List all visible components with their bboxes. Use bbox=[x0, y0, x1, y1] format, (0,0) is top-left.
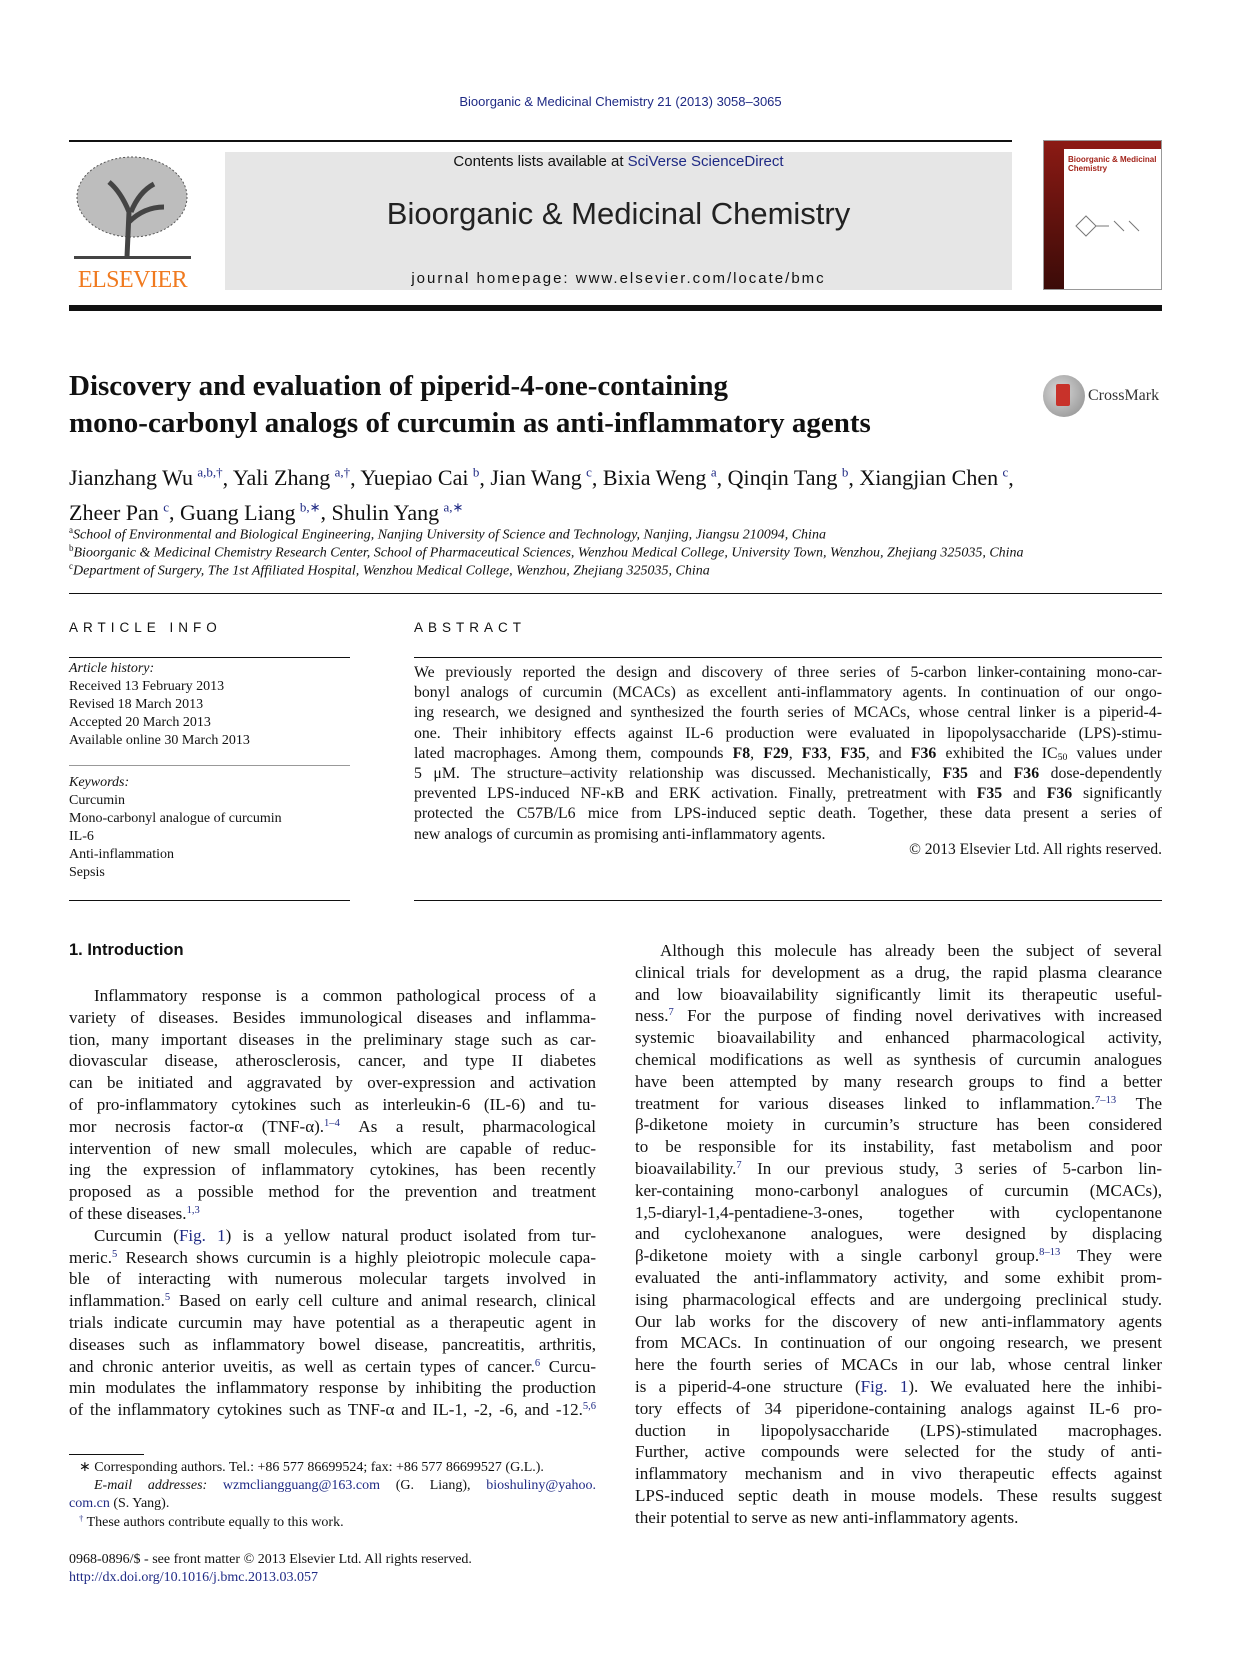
header-thick-rule bbox=[69, 305, 1162, 311]
author-affiliation-mark[interactable]: b,∗ bbox=[299, 499, 321, 515]
text-line: LPS-induced septic death in mouse models. These results suggest bbox=[635, 1486, 1162, 1505]
article-info-rule bbox=[69, 657, 350, 658]
text-line: bioavailability.$^7$ In our previous study, 3 series of 5-carbon lin- bbox=[635, 1159, 1162, 1178]
doi-link[interactable]: http://dx.doi.org/10.1016/j.bmc.2013.03.057 bbox=[69, 1570, 319, 1585]
text-line: is a piperid-4-one structure (Fig. 1). We evaluated here the inhibi- bbox=[635, 1377, 1162, 1396]
text-line: protected the C57B/L6 mice from LPS-induced septic death. Together, these data present a series of bbox=[414, 805, 1162, 823]
cover-band bbox=[1044, 141, 1064, 289]
author-affiliation-mark[interactable]: a,b,† bbox=[197, 465, 223, 480]
italic-label: E-mail addresses: bbox=[94, 1478, 208, 1494]
compound-label: F35 bbox=[840, 744, 866, 762]
author-affiliation-mark[interactable]: c bbox=[163, 499, 169, 515]
author-affiliation-mark[interactable]: a,∗ bbox=[443, 499, 464, 515]
molecule-icon bbox=[1074, 211, 1144, 241]
footnote-line: † These authors contribute equally to this work. bbox=[79, 1512, 344, 1530]
text-line: from MCACs. In continuation of our ongoing research, we present bbox=[635, 1333, 1162, 1353]
author: Jianzhang Wu $^{a,b,\dagger}$ bbox=[69, 465, 223, 491]
text-line: and cyclohexanone analogues, were designed by displacing bbox=[635, 1224, 1162, 1244]
text-line: β-diketone moiety with a single carbonyl group.$^{8-13}$ They were bbox=[635, 1246, 1162, 1266]
abstract-bottom-rule bbox=[414, 900, 1162, 901]
author: Yuepiao Cai $^b$ bbox=[360, 465, 480, 491]
keyword: Sepsis bbox=[69, 865, 105, 881]
title-line: mono-carbonyl analogs of curcumin as anti-inflammatory agents bbox=[69, 407, 871, 439]
text-line: to be responsible for its instability, fast metabolism and poor bbox=[635, 1137, 1162, 1157]
affiliation-text: Bioorganic & Medicinal Chemistry Research Center, School of Pharmaceutical Sciences, Wenzhou Medical College, University Town, Wenzhou, Zhejiang 325035, China bbox=[73, 545, 1024, 561]
text-line: Inflammatory response is a common pathological process of a bbox=[94, 986, 596, 1005]
contents-prefix: Contents lists available at bbox=[453, 153, 628, 170]
section-heading-introduction: 1. Introduction bbox=[69, 941, 184, 959]
text-line: proposed as a possible method for the prevention and treatment bbox=[69, 1182, 596, 1202]
reference-superscript[interactable]: 7–13 bbox=[1095, 1094, 1117, 1106]
compound-label: F29 bbox=[763, 744, 789, 762]
text-line: We previously reported the design and discovery of three series of 5-carbon linker-containing mono-car- bbox=[414, 664, 1162, 681]
text-line: meric.$^5$ Research shows curcumin is a highly pleiotropic molecule capa- bbox=[69, 1247, 596, 1267]
reference-superscript[interactable]: 6 bbox=[534, 1357, 541, 1369]
journal-homepage[interactable]: journal homepage: www.elsevier.com/locate/bmc bbox=[411, 270, 826, 287]
text-line: variety of diseases. Besides immunological diseases and inflamma- bbox=[69, 1007, 596, 1027]
history-label: Article history: bbox=[69, 661, 155, 676]
footnote-line: com.cn (S. Yang). bbox=[69, 1496, 170, 1512]
crossmark-button[interactable] bbox=[1043, 375, 1159, 417]
journal-citation[interactable]: Bioorganic & Medicinal Chemistry 21 (2013) 3058–3065 bbox=[459, 94, 782, 109]
text-line: duction in lipopolysaccharide (LPS)-stimulated macrophages. bbox=[635, 1420, 1162, 1440]
text-line: ble of interacting with numerous molecular targets involved in bbox=[69, 1269, 596, 1289]
text-line: inflammation.$^5$ Based on early cell culture and animal research, clinical bbox=[69, 1291, 596, 1311]
inline-link[interactable]: Fig. 1 bbox=[860, 1377, 909, 1396]
keywords-rule bbox=[69, 765, 350, 766]
text-line: here the fourth series of MCACs in our lab, whose central linker bbox=[635, 1355, 1162, 1375]
author-list: Jianzhang Wu $^{a,b,\dagger}$, Yali Zhang $^{a,\dagger}$, Yuepiao Cai $^b$, Jian Wang $^c$, Bixia Weng $^a$, Qinqin Tang $^b$, Xiangjian Chen $^c$, Zheer Pan $^c$, Guang Liang $^{b,∗}$, Shulin Yang $^{a,∗}$ bbox=[69, 465, 1014, 525]
compound-label: F33 bbox=[801, 744, 828, 762]
text-line: 5 μM. The structure–activity relationship was discussed. Mechanistically, F35 and F36 dose-dependently bbox=[414, 765, 1162, 782]
abstract-heading: ABSTRACT bbox=[414, 620, 527, 635]
text-line: bonyl analogs of curcumin (MCACs) as excellent anti-inflammatory agents. In continuation of our ongo- bbox=[414, 684, 1162, 702]
text-line: evaluated the anti-inflammatory activity, and some exhibit prom- bbox=[635, 1268, 1162, 1287]
affiliation-mark: c bbox=[69, 561, 73, 571]
reference-superscript[interactable]: 5 bbox=[164, 1292, 171, 1304]
history-revised: Revised 18 March 2013 bbox=[69, 697, 204, 713]
author-affiliation-mark[interactable]: b bbox=[472, 465, 480, 480]
reference-superscript[interactable]: 5 bbox=[111, 1248, 118, 1260]
affiliation-text: School of Environmental and Biological Engineering, Nanjing University of Science and Technology, Nanjing, Jiangsu 210094, China bbox=[73, 527, 826, 543]
text-line: diseases such as inflammatory bowel disease, pancreatitis, arthritis, bbox=[69, 1334, 596, 1354]
reference-superscript[interactable]: 1,3 bbox=[186, 1205, 200, 1217]
text-line: ness.$^7$ For the purpose of finding novel derivatives with increased bbox=[635, 1006, 1162, 1026]
subscript: 50 bbox=[1057, 751, 1068, 763]
text-line: ing the expression of inflammatory cytokines, has been recently bbox=[69, 1160, 596, 1180]
text-line: of these diseases.$^{1,3}$ bbox=[69, 1204, 200, 1223]
history-received: Received 13 February 2013 bbox=[69, 679, 225, 695]
header-rule bbox=[69, 140, 1012, 142]
journal-cover[interactable] bbox=[1043, 140, 1162, 290]
elsevier-wordmark: ELSEVIER bbox=[77, 267, 188, 293]
reference-superscript[interactable]: 7 bbox=[668, 1007, 674, 1019]
text-line: Although this molecule has already been the subject of several bbox=[660, 941, 1162, 960]
abstract-rule bbox=[414, 657, 1162, 658]
text-line: of pro-inflammatory cytokines such as interleukin-6 (IL-6) and tu- bbox=[69, 1095, 596, 1114]
article-history bbox=[69, 660, 250, 750]
inline-link[interactable]: Fig. 1 bbox=[178, 1225, 226, 1245]
keyword: IL-6 bbox=[69, 829, 94, 845]
author: Qinqin Tang $^b$ bbox=[727, 465, 849, 491]
compound-label: F35 bbox=[942, 765, 968, 782]
text-line: have been attempted by many research groups to find a better bbox=[635, 1071, 1162, 1091]
compound-label: F35 bbox=[976, 785, 1003, 803]
text-line: min modulates the inflammatory response by inhibiting the production bbox=[69, 1378, 596, 1398]
text-line: inflammatory mechanism and in vivo therapeutic effects against bbox=[635, 1464, 1162, 1484]
cover-title: Bioorganic & Medicinal Chemistry bbox=[1068, 155, 1157, 173]
affiliation-mark: a bbox=[69, 525, 73, 535]
text-line: mor necrosis factor-α (TNF-α).$^{1-4}$ As a result, pharmacological bbox=[69, 1116, 596, 1136]
text-line: ker-containing mono-carbonyl analogues of curcumin (MCACs), bbox=[635, 1180, 1162, 1200]
title-line: Discovery and evaluation of piperid-4-one-containing bbox=[69, 370, 728, 402]
compound-label: F8 bbox=[732, 744, 751, 762]
author-affiliation-mark[interactable]: a,† bbox=[334, 465, 351, 480]
text-line: clinical trials for development as a drug, the rapid plasma clearance bbox=[635, 962, 1162, 982]
affiliation-mark: b bbox=[69, 543, 74, 553]
text-line: tion, many important diseases in the preliminary stage such as car- bbox=[69, 1029, 596, 1049]
keywords bbox=[69, 774, 282, 883]
reference-superscript[interactable]: 1–4 bbox=[324, 1118, 340, 1129]
author-affiliation-mark[interactable]: c bbox=[1002, 465, 1009, 480]
article-info-heading: ARTICLE INFO bbox=[69, 620, 222, 635]
author: Guang Liang $^{b,∗}$ bbox=[179, 499, 321, 525]
author: Bixia Weng $^a$ bbox=[602, 465, 717, 491]
footnote-line: E-mail addresses: wzmcliangguang@163.com (G. Liang), bioshuliny@yahoo. bbox=[94, 1478, 596, 1494]
keyword: Curcumin bbox=[69, 793, 125, 809]
text-line: of the inflammatory cytokines such as TNF-α and IL-1, -2, -6, and -12.$^{5,6}$ bbox=[69, 1400, 596, 1420]
text-line: Further, active compounds were selected for the study of anti- bbox=[635, 1442, 1162, 1462]
compound-label: F36 bbox=[1046, 785, 1073, 803]
keyword: Mono-carbonyl analogue of curcumin bbox=[69, 811, 282, 827]
history-online: Available online 30 March 2013 bbox=[69, 733, 250, 749]
inline-link[interactable]: bioshuliny@yahoo. bbox=[486, 1478, 596, 1494]
text-line: prevented LPS-induced NF-κB and ERK activation. Finally, pretreatment with F35 and F36 significantly bbox=[414, 785, 1162, 803]
reference-superscript[interactable]: 8–13 bbox=[1039, 1247, 1061, 1259]
text-line: systemic bioavailability and enhanced pharmacological activity, bbox=[635, 1028, 1162, 1048]
text-line: ising pharmacological effects and are undergoing preclinical study. bbox=[635, 1289, 1162, 1309]
text-line: β-diketone moiety in curcumin’s structure has been considered bbox=[635, 1115, 1162, 1135]
abstract-copyright: © 2013 Elsevier Ltd. All rights reserved. bbox=[909, 841, 1162, 858]
footnote-line: ∗ Corresponding authors. Tel.: +86 577 86699524; fax: +86 577 86699527 (G.L.). bbox=[79, 1460, 544, 1475]
reference-superscript[interactable]: 7 bbox=[736, 1160, 742, 1172]
text-line: Curcumin (Fig. 1) is a yellow natural product isolated from tur- bbox=[94, 1225, 596, 1245]
affiliation-c bbox=[69, 561, 1169, 580]
text-line: Our lab works for the discovery of new anti-inflammatory agents bbox=[635, 1311, 1162, 1331]
issn-line: 0968-0896/$ - see front matter © 2013 Elsevier Ltd. All rights reserved. bbox=[69, 1552, 472, 1567]
reference-superscript[interactable]: 5,6 bbox=[582, 1401, 596, 1413]
compound-label: F36 bbox=[1013, 765, 1040, 782]
sciencedirect-link[interactable]: SciVerse ScienceDirect bbox=[627, 153, 784, 170]
article-info-bottom-rule bbox=[69, 900, 350, 901]
affiliation-b bbox=[69, 543, 1169, 562]
history-accepted: Accepted 20 March 2013 bbox=[69, 715, 211, 731]
text-line: one. Their inhibitory effects against IL-6 production were evaluated in lipopolysaccharide (LPS)-stimu- bbox=[414, 724, 1162, 742]
text-line: 1,5-diaryl-1,4-pentadiene-3-ones, together with cyclopentanone bbox=[635, 1202, 1162, 1222]
text-line: diovascular disease, atherosclerosis, cancer, and type II diabetes bbox=[69, 1051, 596, 1071]
contents-line bbox=[225, 153, 1012, 170]
cover-top-band bbox=[1064, 141, 1161, 149]
text-line: can be initiated and aggravated by over-expression and activation bbox=[69, 1073, 596, 1093]
author: Xiangjian Chen $^c$ bbox=[859, 465, 1009, 491]
elsevier-logo[interactable] bbox=[69, 152, 196, 294]
text-line: and chronic anterior uveitis, as well as certain types of cancer.$^6$ Curcu- bbox=[69, 1356, 596, 1376]
inline-link[interactable]: wzmcliangguang@163.com bbox=[222, 1478, 381, 1494]
tree-icon bbox=[69, 152, 196, 262]
keywords-label: Keywords: bbox=[69, 775, 130, 790]
text-line: treatment for various diseases linked to inflammation.$^{7-13}$ The bbox=[635, 1093, 1162, 1113]
text-line: ing research, we designed and synthesized the fourth series of MCACs, whose central linker is a piperid-4- bbox=[414, 704, 1162, 722]
journal-title: Bioorganic & Medicinal Chemistry bbox=[386, 196, 851, 231]
article-title bbox=[69, 368, 1029, 442]
text-line: trials indicate curcumin may have potential as a therapeutic agent in bbox=[69, 1313, 596, 1332]
author-affiliation-mark[interactable]: a bbox=[710, 465, 717, 480]
crossmark-icon bbox=[1043, 375, 1085, 417]
compound-label: F36 bbox=[910, 744, 937, 762]
text-line: new analogs of curcumin as promising anti-inflammatory agents. bbox=[414, 825, 826, 843]
inline-link[interactable]: com.cn bbox=[69, 1496, 110, 1512]
affiliation-a bbox=[69, 525, 1169, 544]
text-line: tory effects of 34 piperidone-containing analogs against IL-6 pro- bbox=[635, 1398, 1162, 1418]
author-affiliation-mark[interactable]: c bbox=[586, 465, 592, 480]
author: Jian Wang $^c$ bbox=[490, 465, 592, 491]
keyword: Anti-inflammation bbox=[69, 847, 174, 863]
text-line: lated macrophages. Among them, compounds F8, F29, F33, F35, and F36 exhibited the $IC_{50}$ values under bbox=[414, 744, 1162, 763]
text-line: their potential to serve as new anti-inflammatory agents. bbox=[635, 1507, 1019, 1527]
text-line: chemical modifications as well as synthesis of curcumin analogues bbox=[635, 1050, 1162, 1069]
affiliation-text: Department of Surgery, The 1st Affiliated Hospital, Wenzhou Medical College, Wenzhou, Zhejiang 325035, China bbox=[73, 563, 710, 579]
reference-superscript[interactable]: † bbox=[79, 1512, 84, 1523]
text-line: and low bioavailability significantly limit its therapeutic useful- bbox=[635, 984, 1162, 1004]
crossmark-label: CrossMark bbox=[1088, 387, 1160, 404]
text-line: intervention of new small molecules, which are capable of reduc- bbox=[69, 1138, 596, 1158]
affiliation-rule bbox=[69, 593, 1162, 594]
author-affiliation-mark[interactable]: b bbox=[841, 465, 849, 480]
author: Shulin Yang $^{a,∗}$ bbox=[331, 499, 464, 525]
footnote-rule bbox=[69, 1454, 144, 1455]
author: Yali Zhang $^{a,\dagger}$ bbox=[232, 465, 351, 491]
author: Zheer Pan $^c$ bbox=[69, 499, 169, 525]
